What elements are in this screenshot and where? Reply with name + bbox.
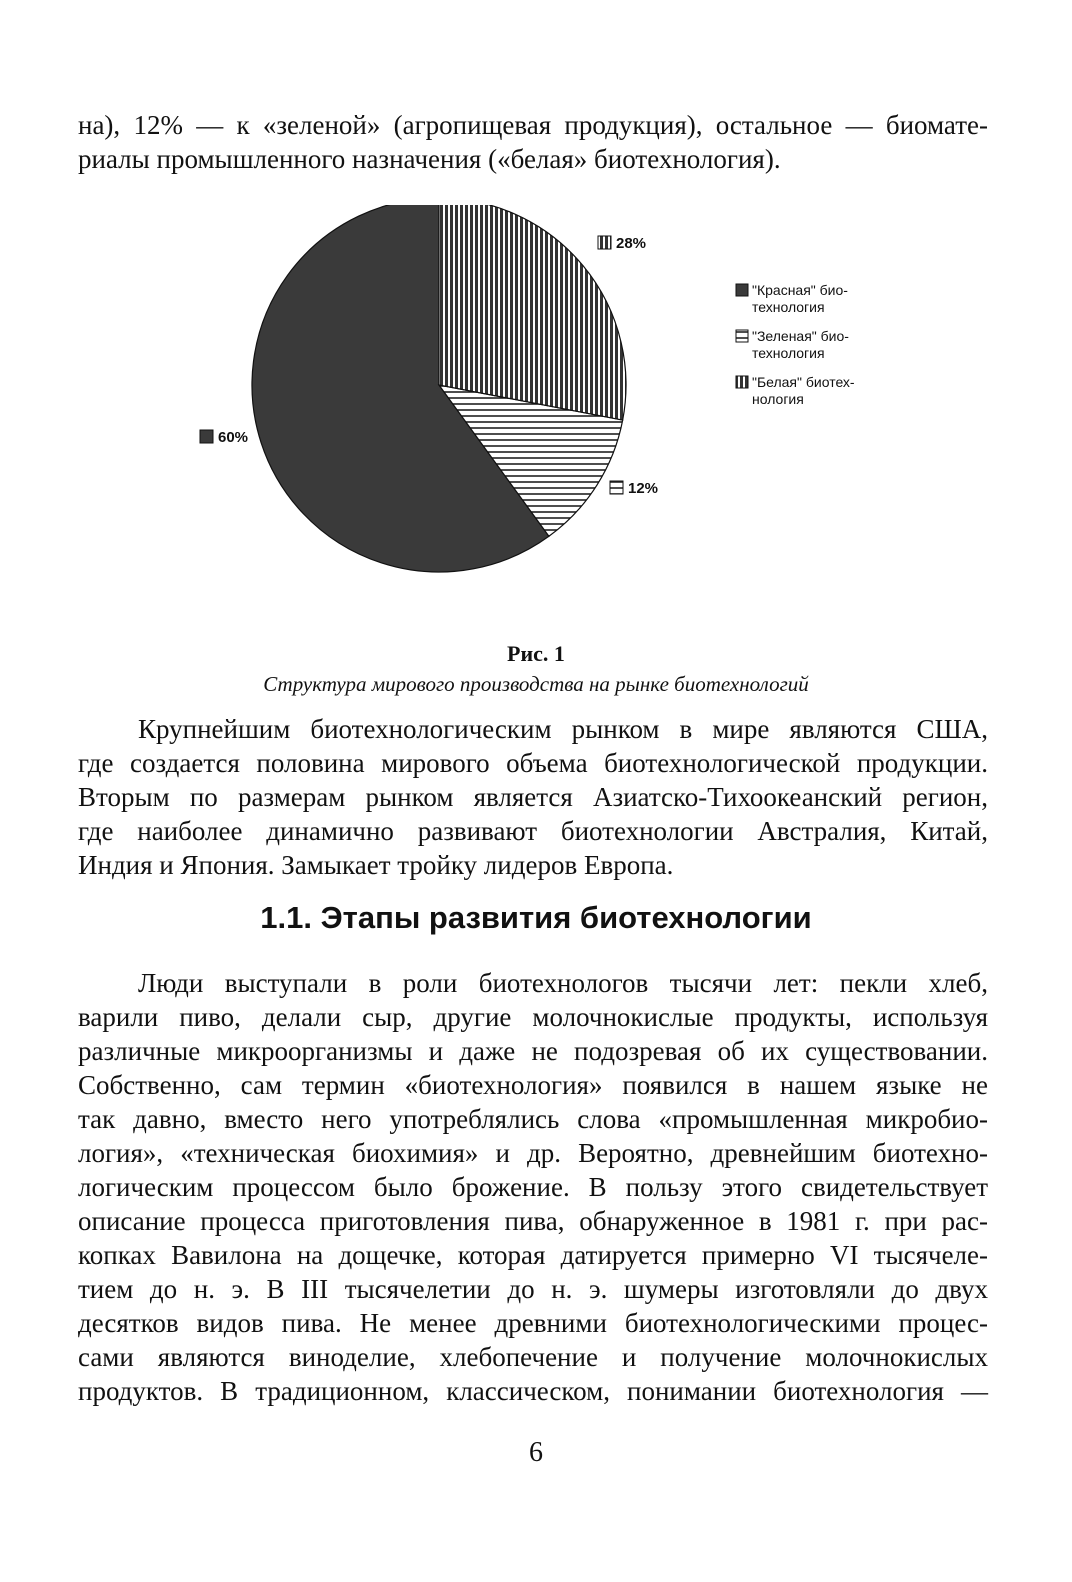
text-line: на), 12% — к «зеленой» (агропищевая продукция), остальное — биомате- (78, 110, 988, 140)
legend-label: нология (752, 391, 804, 407)
text-line: Индия и Япония. Замыкает тройку лидеров Европа. (78, 850, 674, 880)
legend-label: "Зеленая" био- (752, 328, 849, 344)
section-heading: 1.1. Этапы развития биотехнологии (260, 900, 812, 935)
data-label-swatch (598, 236, 611, 249)
data-label-swatch (200, 430, 213, 443)
text-line: риалы промышленного назначения («белая» биотехнология). (78, 144, 781, 174)
legend-swatch (736, 330, 748, 342)
text-line: Вторым по размерам рынком является Азиатско-Тихоокеанский регион, (78, 782, 988, 812)
text-line: варили пиво, делали сыр, другие молочнокислые продукты, используя (78, 1002, 988, 1032)
text-line: сами являются виноделие, хлебопечение и получение молочнокислых (78, 1342, 988, 1372)
text-line: копках Вавилона на дощечке, которая датируется примерно VI тысячеле- (78, 1240, 988, 1270)
text-line: десятков видов пива. Не менее древними биотехнологическими процес- (78, 1308, 988, 1338)
text-line: Крупнейшим биотехнологическим рынком в мире являются США, (138, 714, 988, 744)
text-line: Люди выступали в роли биотехнологов тысячи лет: пекли хлеб, (138, 968, 988, 998)
pie-chart-svg (150, 205, 910, 625)
text-line: где наиболее динамично развивают биотехнологии Австралия, Китай, (78, 816, 988, 846)
pie-data-label: 12% (628, 480, 659, 497)
page-number: 6 (529, 1437, 543, 1468)
legend-label: технология (752, 299, 825, 315)
text-line: где создается половина мирового объема биотехнологической продукции. (78, 748, 988, 778)
legend-label: технология (752, 345, 825, 361)
text-line: так давно, вместо него употреблялись слова «промышленная микробио- (78, 1104, 988, 1134)
pie-chart (150, 205, 910, 625)
text-line: различные микроорганизмы и даже не подозревая об их существовании. (78, 1036, 988, 1066)
text-line: описание процесса приготовления пива, обнаруженное в 1981 г. при рас- (78, 1206, 988, 1236)
legend-swatch (736, 376, 748, 388)
legend-swatch (736, 284, 748, 296)
legend-label: "Красная" био- (752, 282, 848, 298)
legend-label: "Белая" биотех- (752, 374, 855, 390)
figure-number: Рис. 1 (507, 641, 565, 666)
pie-data-label: 28% (616, 235, 647, 252)
pie-data-label: 60% (218, 429, 249, 446)
text-line: Собственно, сам термин «биотехнология» появился в нашем языке не (78, 1070, 988, 1100)
figure-caption: Структура мирового производства на рынке биотехнологий (263, 672, 809, 696)
text-line: логия», «техническая биохимия» и др. Вероятно, древнейшим биотехно- (78, 1138, 988, 1168)
data-label-swatch (610, 481, 623, 494)
text-line: продуктов. В традиционном, классическом, понимании биотехнология — (78, 1376, 988, 1406)
text-line: логическим процессом было брожение. В пользу этого свидетельствует (78, 1172, 988, 1202)
text-line: тием до н. э. В III тысячелетии до н. э. шумеры изготовляли до двух (78, 1274, 988, 1304)
